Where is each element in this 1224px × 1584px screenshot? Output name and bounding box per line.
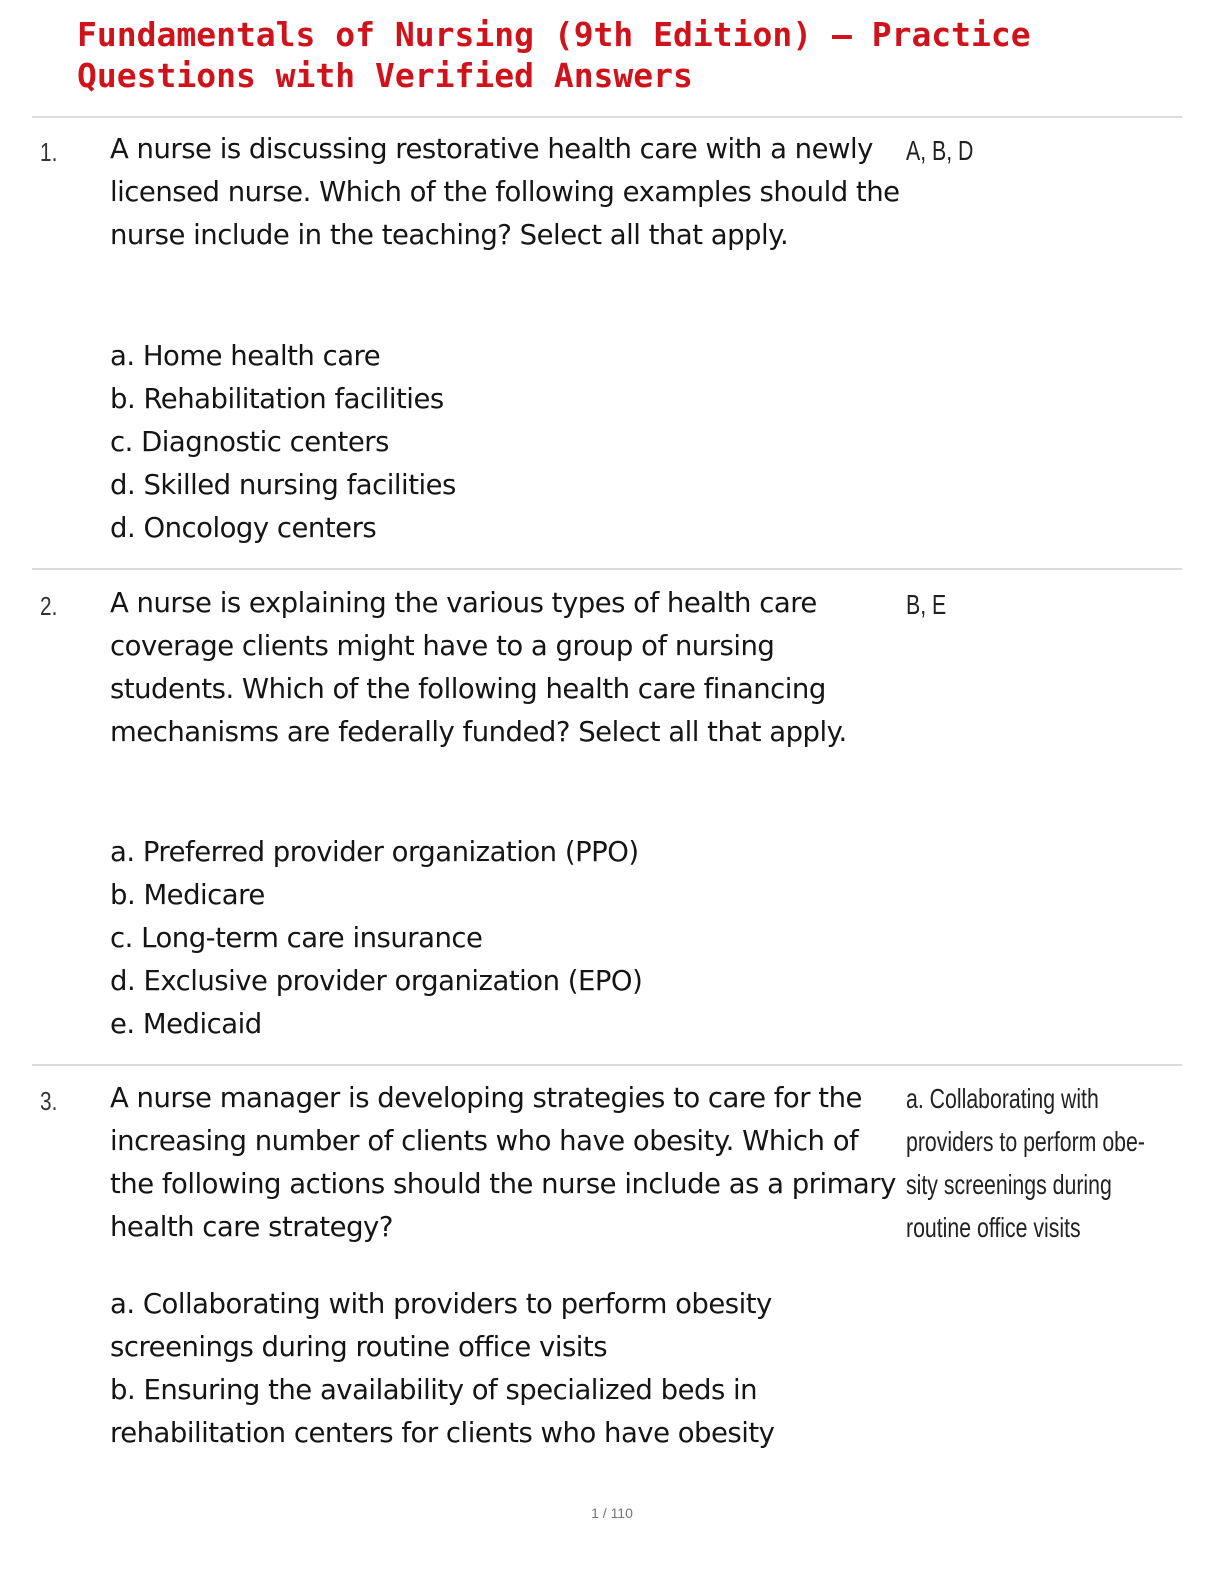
option-item: a. Collaborating with providers to perform obesity screenings during routine office visits [110, 1288, 772, 1363]
page-indicator: 1 / 110 [591, 1505, 633, 1521]
option-item: b. Ensuring the availability of specialized beds in rehabilitation centers for clients who have obesity [110, 1374, 775, 1449]
option-item: d. Oncology centers [110, 512, 377, 544]
option-item: a. Home health care [110, 340, 381, 372]
question-number: 1. [40, 137, 58, 167]
answer-options [110, 1283, 900, 1455]
answer-options [110, 335, 900, 550]
option-item: d. Skilled nursing facilities [110, 469, 456, 501]
answer-line: B, E [906, 589, 947, 620]
answer-options [110, 831, 900, 1046]
question-stem: A nurse is explaining the various types of health care coverage clients might have to a group of nursing students. Which of the following health care financing mechanisms are federally funded? Select all that apply. [110, 587, 847, 748]
option-item: b. Medicare [110, 879, 265, 911]
option-item: b. Rehabilitation facilities [110, 383, 444, 415]
answer-line: sity screenings during [906, 1169, 1112, 1200]
option-item: a. Preferred provider organization (PPO) [110, 836, 639, 868]
option-item: c. Diagnostic centers [110, 426, 389, 458]
verified-answer [906, 129, 973, 172]
option-item: c. Long-term care insurance [110, 922, 483, 954]
document-title-line-1: Fundamentals of Nursing (9th Edition) – Practice [77, 15, 1031, 54]
question-stem: A nurse is discussing restorative health care with a newly licensed nurse. Which of the following examples should the nurse include in the teaching? Select all that apply. [110, 133, 900, 251]
question-number: 2. [40, 591, 58, 621]
answer-line: A, B, D [906, 135, 974, 166]
document-title-line-2: Questions with Verified Answers [77, 56, 693, 95]
question-number: 3. [40, 1086, 58, 1116]
document-title [77, 14, 1187, 96]
question-divider [32, 568, 1182, 570]
answer-line: routine office visits [906, 1212, 1081, 1243]
question-divider [32, 1064, 1182, 1066]
title-divider [32, 116, 1182, 118]
answer-line: providers to perform obe- [906, 1126, 1145, 1157]
question-stem: A nurse manager is developing strategies to care for the increasing number of clients who have obesity. Which of the following actions should the nurse include as a primary health care strategy? [110, 1082, 896, 1243]
option-item: e. Medicaid [110, 1008, 262, 1040]
option-item: d. Exclusive provider organization (EPO) [110, 965, 643, 997]
verified-answer [906, 1077, 1145, 1249]
verified-answer [906, 583, 946, 626]
answer-line: a. Collaborating with [906, 1083, 1099, 1114]
